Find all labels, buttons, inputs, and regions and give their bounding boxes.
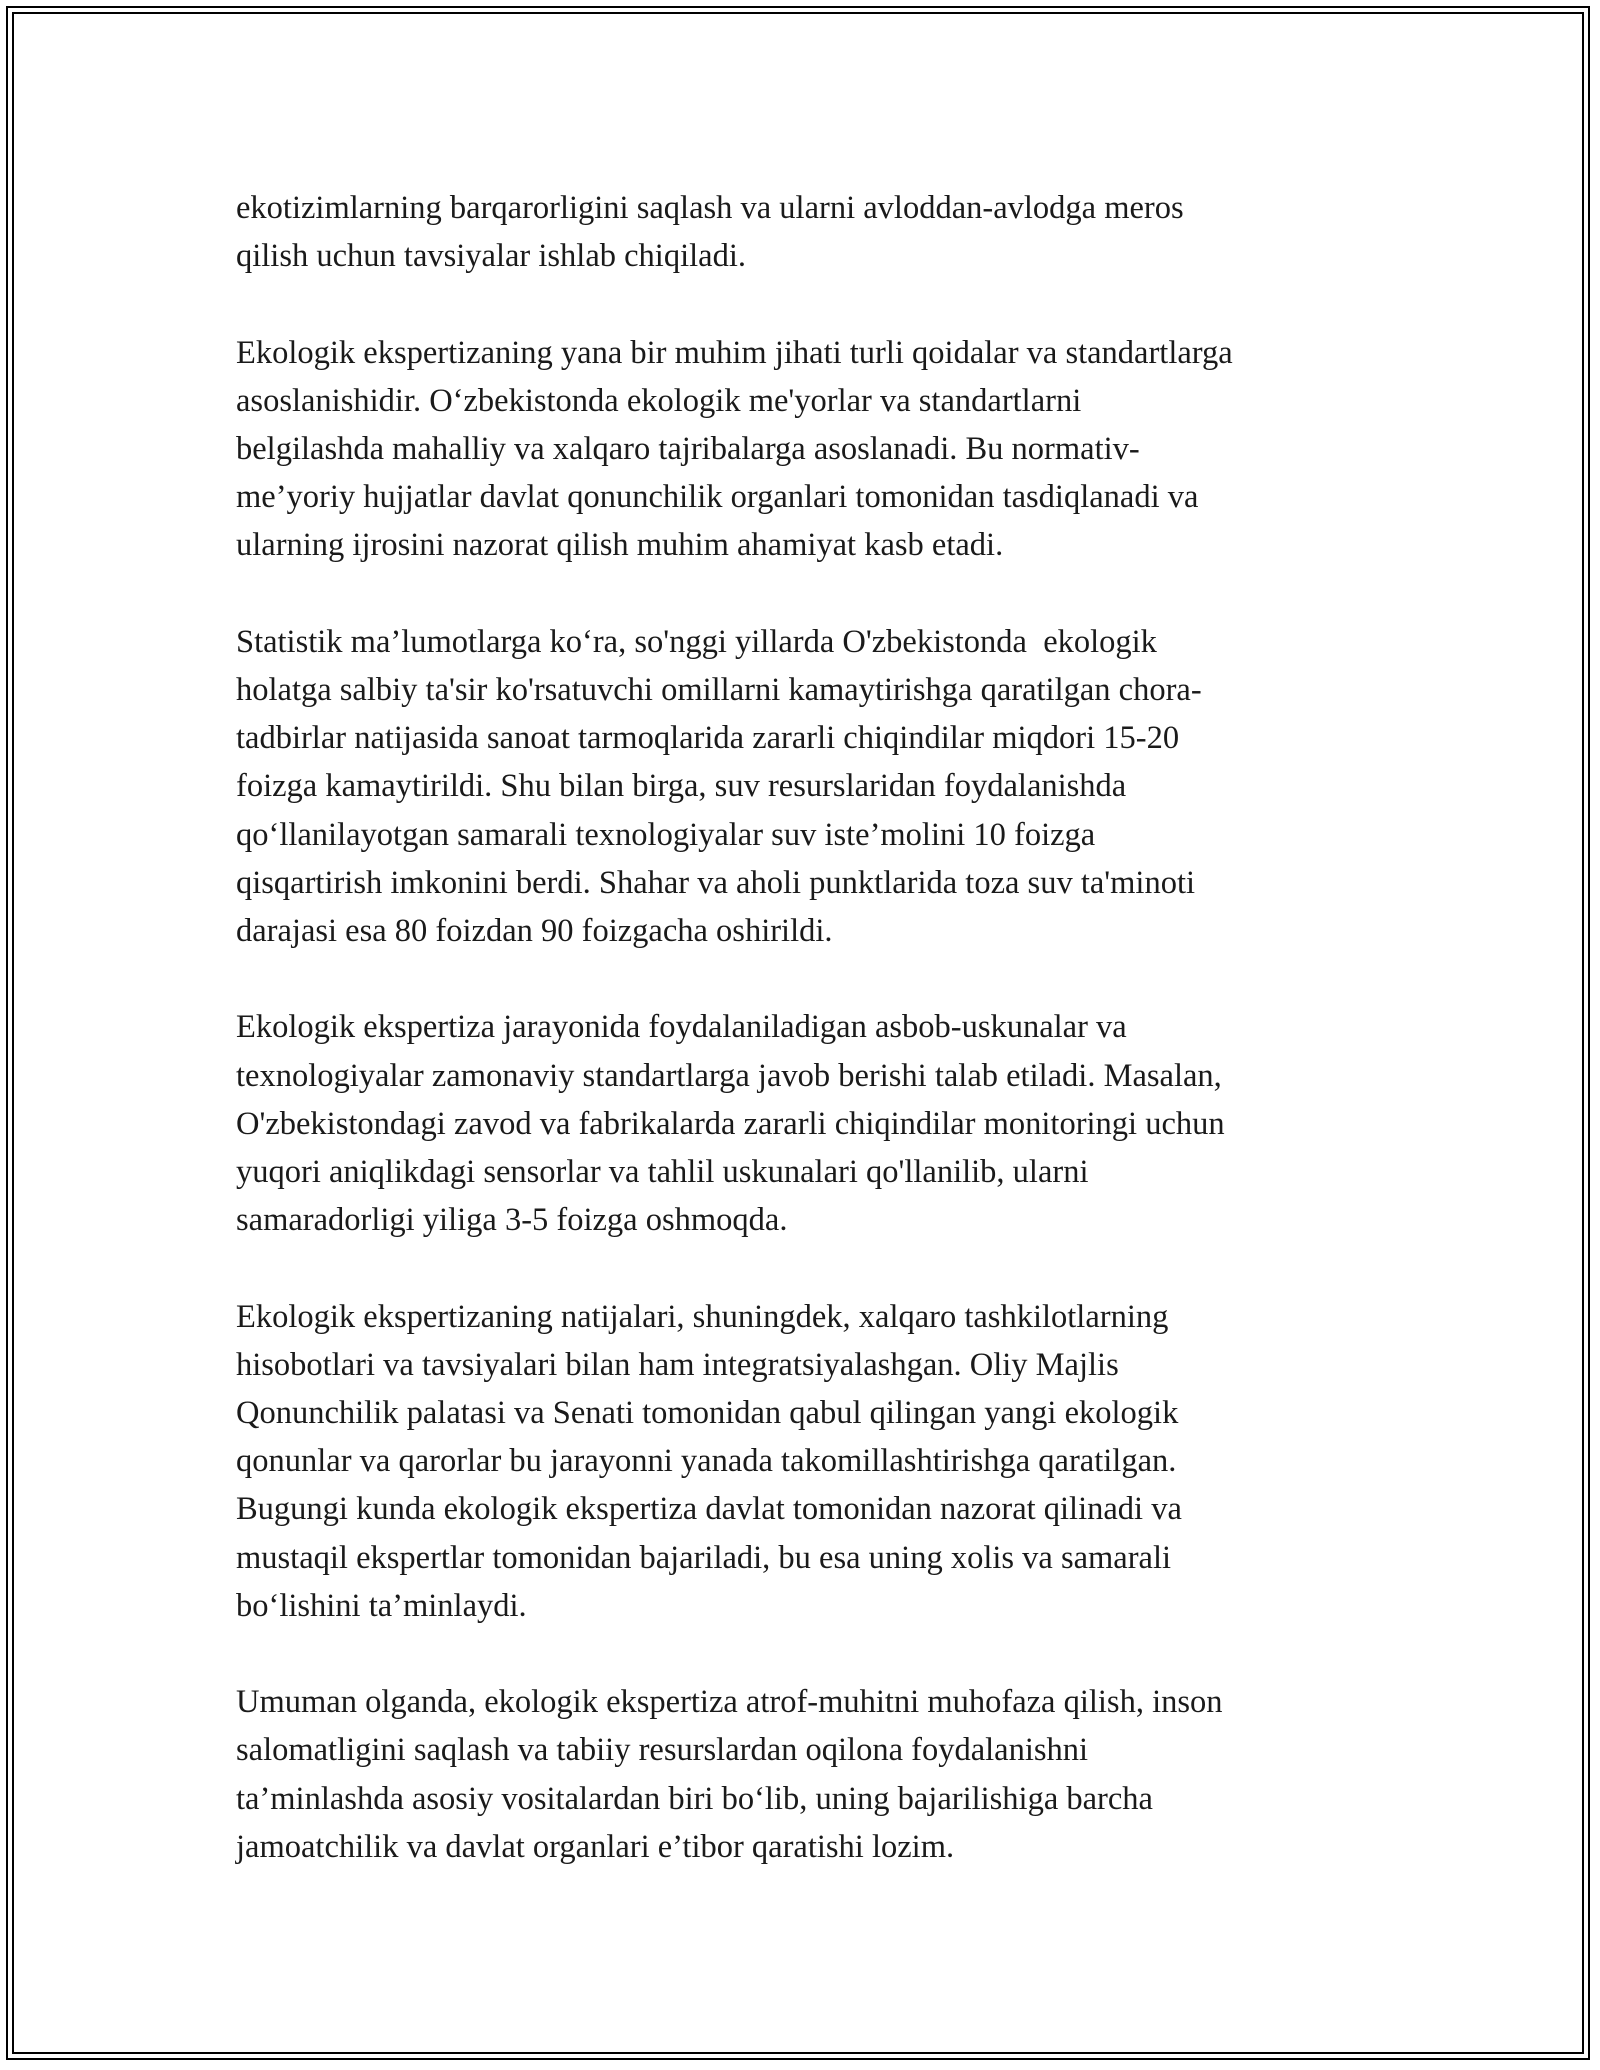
text-line: yuqori aniqlikdagi sensorlar va tahlil uskunalari qo'llanilib, ularni [236, 1154, 1089, 1191]
paragraph-4 [236, 1003, 1381, 1244]
document-body [236, 184, 1381, 1919]
text-line: ekotizimlarning barqarorligini saqlash va ularni avloddan-avlodga meros [236, 190, 1184, 226]
text-line: me’yoriy hujjatlar davlat qonunchilik organlari tomonidan tasdiqlanadi va [236, 479, 1199, 516]
text-line: asoslanishidir. O‘zbekistonda ekologik me'yorlar va standartlarni [236, 382, 1082, 419]
text-line: jamoatchilik va davlat organlari e’tibor qaratishi lozim. [236, 1828, 955, 1865]
paragraph-3 [236, 618, 1381, 955]
text-line: Qonunchilik palatasi va Senati tomonidan qabul qilingan yangi ekologik [236, 1395, 1179, 1432]
text-line: Ekologik ekspertizaning natijalari, shuningdek, xalqaro tashkilotlarning [236, 1298, 1169, 1335]
text-line: darajasi esa 80 foizdan 90 foizgacha oshirildi. [236, 913, 833, 950]
text-line: qonunlar va qarorlar bu jarayonni yanada takomillashtirishga qaratilgan. [236, 1443, 1177, 1480]
text-line: ta’minlashda asosiy vositalardan biri bo‘lib, uning bajarilishiga barcha [236, 1780, 1153, 1817]
text-line: Ekologik ekspertizaning yana bir muhim jihati turli qoidalar va standartlarga [236, 334, 1233, 371]
text-line: ularning ijrosini nazorat qilish muhim ahamiyat kasb etadi. [236, 527, 1004, 564]
text-line: bo‘lishini ta’minlaydi. [236, 1587, 527, 1624]
text-line: qisqartirish imkonini berdi. Shahar va aholi punktlarida toza suv ta'minoti [236, 864, 1196, 901]
text-line: Bugungi kunda ekologik ekspertiza davlat tomonidan nazorat qilinadi va [236, 1491, 1182, 1528]
paragraph-6 [236, 1678, 1381, 1871]
text-line: tadbirlar natijasida sanoat tarmoqlarida zararli chiqindilar miqdori 15-20 [236, 720, 1180, 757]
text-line: qo‘llanilayotgan samarali texnologiyalar suv iste’molini 10 foizga [236, 816, 1096, 853]
text-line: Umuman olganda, ekologik ekspertiza atrof-muhitni muhofaza qilish, inson [236, 1684, 1223, 1721]
text-line: Ekologik ekspertiza jarayonida foydalaniladigan asbob-uskunalar va [236, 1009, 1127, 1046]
paragraph-5 [236, 1293, 1381, 1630]
text-line: belgilashda mahalliy va xalqaro tajribalarga asoslanadi. Bu normativ- [236, 431, 1140, 467]
text-line: holatga salbiy ta'sir ko'rsatuvchi omillarni kamaytirishga qaratilgan chora- [236, 672, 1202, 708]
paragraph-1 [236, 184, 1381, 280]
text-line: samaradorligi yiliga 3-5 foizga oshmoqda. [236, 1202, 788, 1239]
text-line: mustaqil ekspertlar tomonidan bajariladi, bu esa uning xolis va samarali [236, 1539, 1172, 1576]
text-line: hisobotlari va tavsiyalari bilan ham integratsiyalashgan. Oliy Majlis [236, 1346, 1119, 1383]
paragraph-2 [236, 329, 1381, 570]
text-line: salomatligini saqlash va tabiiy resurslardan oqilona foydalanishni [236, 1732, 1089, 1769]
text-line: O'zbekistondagi zavod va fabrikalarda zararli chiqindilar monitoringi uchun [236, 1105, 1225, 1142]
text-line: qilish uchun tavsiyalar ishlab chiqiladi. [236, 238, 746, 275]
text-line: foizga kamaytirildi. Shu bilan birga, suv resurslaridan foydalanishda [236, 768, 1127, 805]
text-line: texnologiyalar zamonaviy standartlarga javob berishi talab etiladi. Masalan, [236, 1057, 1222, 1094]
text-line: Statistik ma’lumotlarga ko‘ra, so'nggi yillarda O'zbekistonda ekologik [236, 623, 1157, 660]
